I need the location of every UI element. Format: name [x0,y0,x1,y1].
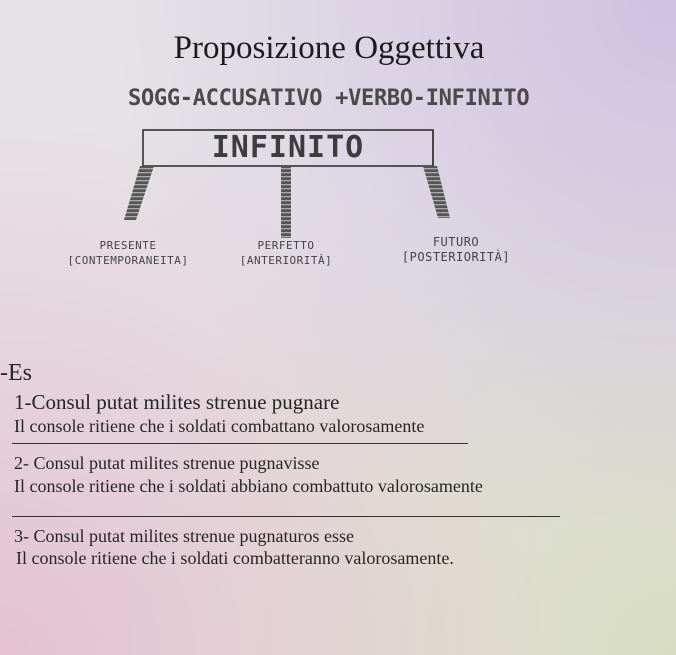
branch-right [423,166,450,218]
branch-middle [281,166,291,238]
branch-label-line1: PERFETTO [257,239,315,252]
example-1-latin: 1-Consul putat milites strenue pugnare [14,390,340,414]
branch-label-line2: [ANTERIORITÀ] [239,254,333,267]
example-2-italian: Il console ritiene che i soldati abbiano combattuto valorosamente [14,476,483,496]
example-3-latin: 3- Consul putat milites strenue pugnaturos esse [14,526,354,546]
page-title: Proposizione Oggettiva [173,30,485,66]
example-2-latin: 2- Consul putat milites strenue pugnavisse [14,453,320,473]
branch-label-line2: [POSTERIORITÀ] [401,250,511,264]
example-1-italian: Il console ritiene che i soldati combattano valorosamente [14,416,425,436]
example-3-italian: Il console ritiene che i soldati combatteranno valorosamente. [16,548,454,568]
formula-text: SOGG-ACCUSATIVO +VERBO-INFINITO [128,86,530,111]
branch-label-line2: [CONTEMPORANEITA] [67,254,189,267]
branch-label-perfetto [222,238,350,268]
branch-label-futuro [386,235,526,265]
branch-label-presente [40,238,216,268]
divider-2 [12,516,560,517]
divider-1 [12,443,468,444]
examples-heading: -Es [0,360,32,386]
branch-left [124,166,154,220]
branch-label-line1: FUTURO [432,235,480,249]
branch-label-line1: PRESENTE [99,239,157,252]
infinito-label: INFINITO [211,130,365,165]
